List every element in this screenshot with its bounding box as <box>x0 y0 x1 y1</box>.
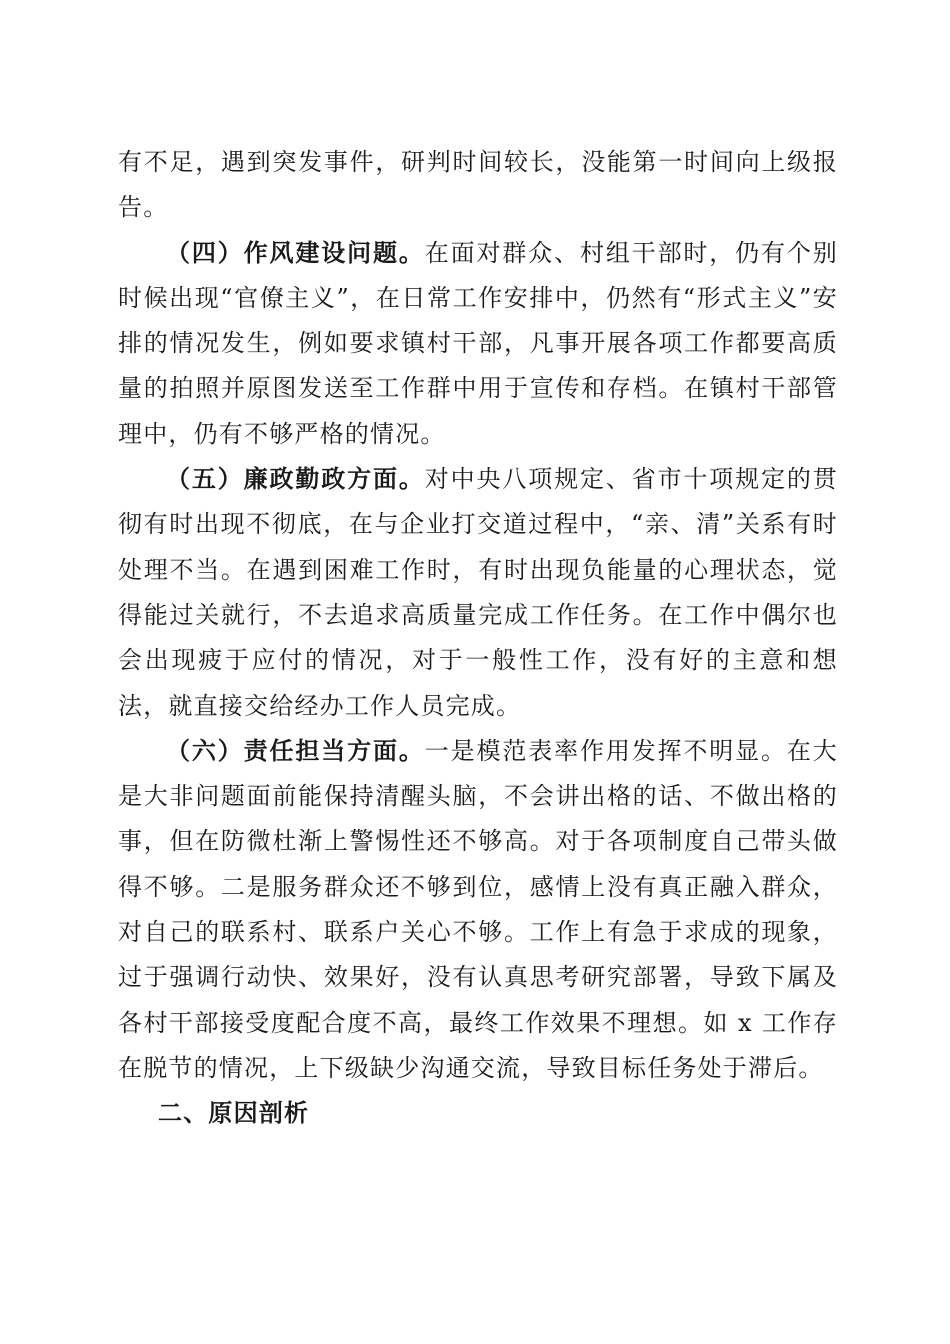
section-five-paragraph <box>118 457 838 729</box>
section-heading-cause-analysis: 二、原因剖析 <box>158 1099 310 1128</box>
document-body <box>118 140 838 1137</box>
section-six-title: （六）责任担当方面。 <box>166 736 425 765</box>
section-six-body: 一是模范表率作用发挥不明显。在大是大非问题面前能保持清醒头脑，不会讲出格的话、不做出格的事，但在防微杜渐上警惕性还不够高。对于各项制度自己带头做得不够。二是服务群众还不够到位，感情上没有真正融入群众，对自己的联系村、联系户关心不够。工作上有急于求成的现象，过于强调行动快、效果好，没有认真思考研究部署，导致下属及各村干部接受度配合度不高，最终工作效果不理想。如 x 工作存在脱节的情况，上下级缺少沟通交流，导致目标任务处于滞后。 <box>118 736 838 1082</box>
continuation-paragraph: 有不足，遇到突发事件，研判时间较长，没能第一时间向上级报告。 <box>118 148 838 222</box>
section-five-body: 对中央八项规定、省市十项规定的贯彻有时出现不彻底，在与企业打交道过程中，“亲、清”关系有时处理不当。在遇到困难工作时，有时出现负能量的心理状态，觉得能过关就行，不去追求高质量完成工作任务。在工作中偶尔也会出现疲于应付的情况，对于一般性工作，没有好的主意和想法，就直接交给经办工作人员完成。 <box>118 465 838 720</box>
section-six-paragraph <box>118 729 838 1091</box>
section-four-paragraph <box>118 231 838 457</box>
section-four-title: （四）作风建设问题。 <box>166 238 425 267</box>
section-five-title: （五）廉政勤政方面。 <box>166 465 425 494</box>
section-four-body: 在面对群众、村组干部时，仍有个别时候出现“官僚主义”，在日常工作安排中，仍然有“形式主义”安排的情况发生，例如要求镇村干部，凡事开展各项工作都要高质量的拍照并原图发送至工作群中用于宣传和存档。在镇村干部管理中，仍有不够严格的情况。 <box>118 238 838 448</box>
